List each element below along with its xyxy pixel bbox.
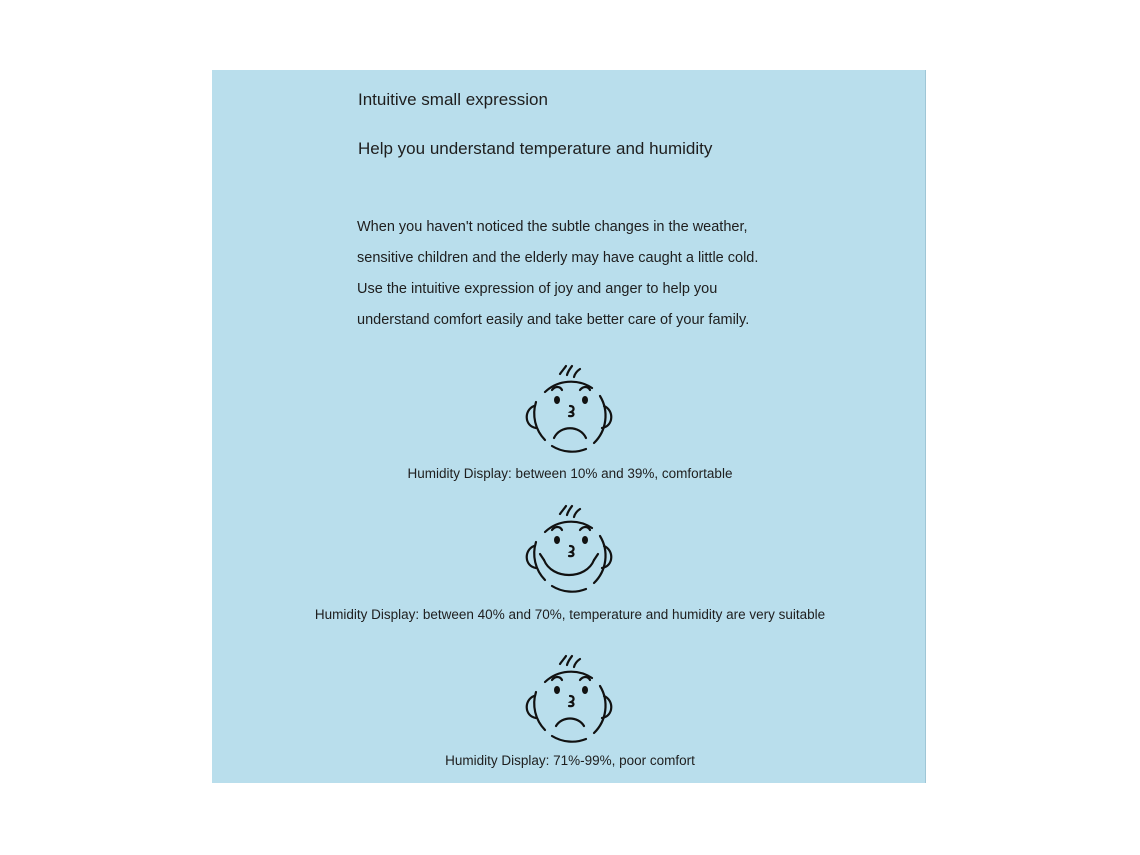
- description-line: Use the intuitive expression of joy and anger to help you: [357, 281, 718, 297]
- page-title: Intuitive small expression: [358, 90, 548, 109]
- humidity-caption: Humidity Display: between 40% and 70%, temperature and humidity are very suitable: [314, 607, 826, 622]
- description-line: When you haven't noticed the subtle changes in the weather,: [357, 219, 748, 235]
- sad-face-icon: [514, 652, 624, 748]
- description-line: understand comfort easily and take better care of your family.: [357, 312, 750, 328]
- happy-face-icon: [514, 502, 624, 598]
- page-subtitle: Help you understand temperature and humidity: [358, 139, 713, 158]
- humidity-caption: Humidity Display: 71%-99%, poor comfort: [445, 753, 695, 768]
- description-line: sensitive children and the elderly may have caught a little cold.: [357, 250, 759, 266]
- sad-face-icon: [514, 362, 624, 458]
- humidity-caption: Humidity Display: between 10% and 39%, comfortable: [407, 466, 733, 481]
